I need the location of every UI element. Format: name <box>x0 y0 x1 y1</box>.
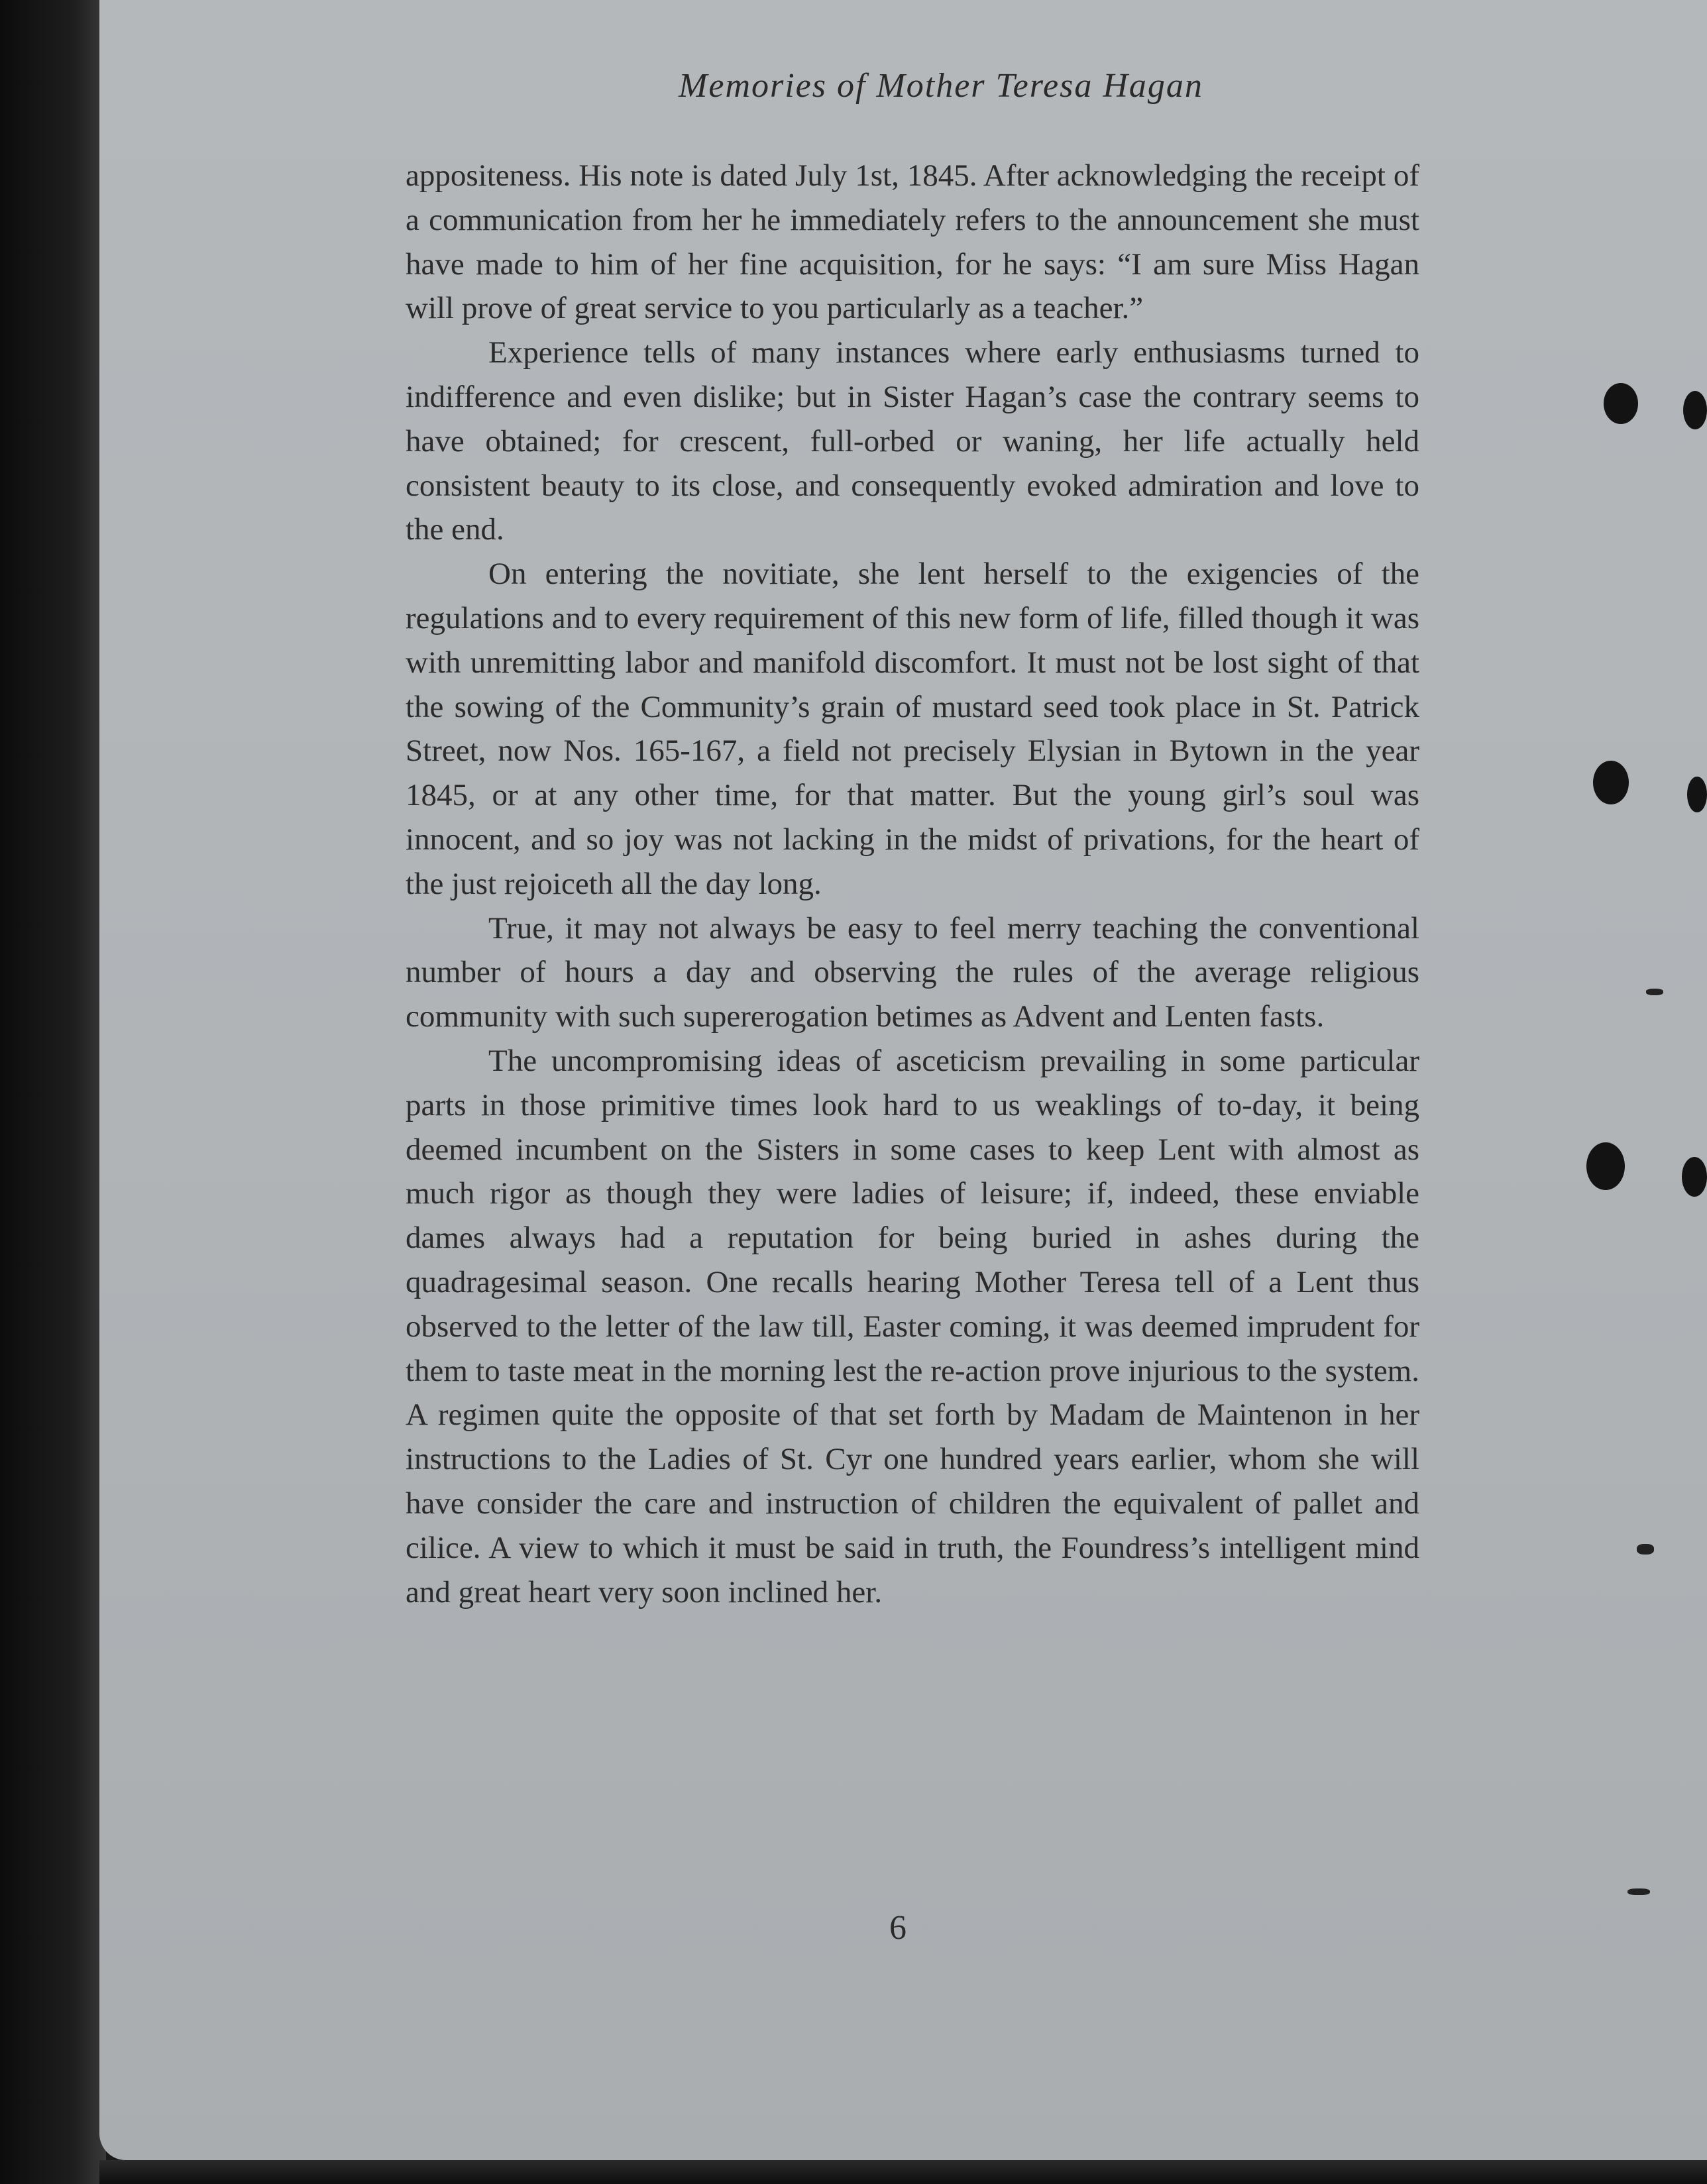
punch-hole <box>1687 777 1707 812</box>
paragraph: The uncompromising ideas of asceticism prevailing in some particular parts in those primitive times look hard to us weaklings of to-day, it being deemed incumbent on the Sisters in some cases to keep Lent with almost as much rigor as though they were ladies of leisure; if, indeed, these enviable dames always had a reputation for being buried in ashes during the quadragesimal season. One recalls hearing Mother Teresa tell of a Lent thus observed to the letter of the law till, Easter coming, it was deemed imprudent for them to taste meat in the morning lest the re-action prove injurious to the system. A regimen quite the opposite of that set forth by Madam de Maintenon in her instructions to the Ladies of St. Cyr one hundred years earlier, whom she will have consider the care and instruction of children the equivalent of pallet and cilice. A view to which it must be said in truth, the Foundress’s intelligent mind and great heart very soon inclined her. <box>406 1043 1419 1610</box>
paragraph: True, it may not always be easy to feel merry teaching the conventional number of hours a day and observing the rules of the average religious community with such supererogation betimes as Advent and Lenten fasts. <box>406 910 1419 1034</box>
paper-speck <box>1627 1888 1650 1895</box>
punch-hole <box>1682 1157 1707 1197</box>
paper-speck <box>1646 989 1663 995</box>
punch-hole <box>1683 391 1707 429</box>
running-head: Memories of Mother Teresa Hagan <box>679 67 1203 105</box>
punch-hole <box>1586 1142 1625 1190</box>
paragraph: Experience tells of many instances where early enthusiasms turned to indifference and even dislike; but in Sister Hagan’s case the contrary seems to have obtained; for crescent, full-orbed or waning, her life actually held consistent beauty to its close, and consequently evoked admiration and love to the end. <box>406 335 1419 547</box>
paragraph: appositeness. His note is dated July 1st, 1845. After acknowledging the receipt of a communication from her he immediately refers to the announcement she must have made to him of her fine acquisition, for he says: “I am sure Miss Hagan will prove of great service to you particularly as a teacher.” <box>406 158 1419 326</box>
punch-hole <box>1604 383 1638 424</box>
body-text <box>406 154 1419 1614</box>
book-binding-shadow <box>0 0 106 2184</box>
punch-hole <box>1593 761 1629 804</box>
paper-speck <box>1637 1544 1654 1555</box>
paragraph: On entering the novitiate, she lent herself to the exigencies of the regulations and to every requirement of this new form of life, filled though it was with unremitting labor and manifold discomfort. It must not be lost sight of that the sowing of the Community’s grain of mustard seed took place in St. Patrick Street, now Nos. 165-167, a field not precisely Elysian in Bytown in the year 1845, or at any other time, for that matter. But the young girl’s soul was innocent, and so joy was not lacking in the midst of privations, for the heart of the just rejoiceth all the day long. <box>406 557 1419 901</box>
page-bottom-edge <box>99 2160 1707 2184</box>
page-number: 6 <box>889 1909 907 1947</box>
